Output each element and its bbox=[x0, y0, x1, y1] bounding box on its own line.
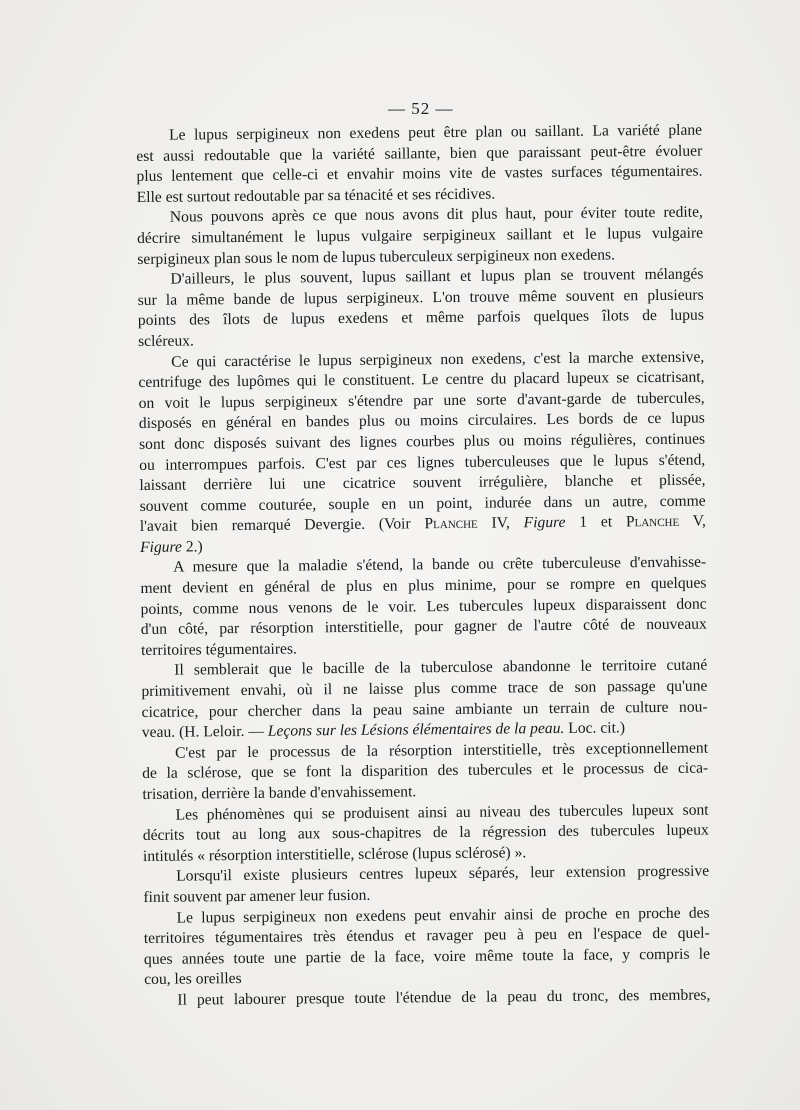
text-line: est aussi redoutable que la variété saillante, bien que paraissant peut-être évoluer bbox=[136, 142, 703, 165]
text-line: Lorsqu'il existe plusieurs centres lupeux séparés, leur extension progressive bbox=[176, 862, 710, 886]
text-span: veau. (H. Leloir. — bbox=[141, 722, 268, 742]
text-line: ment devient en général de plus en plus minime, pour se rompre en quelques bbox=[140, 574, 707, 598]
text-span: IV, bbox=[477, 514, 524, 533]
italic-text: Figure bbox=[523, 514, 566, 532]
italic-text: Figure bbox=[139, 538, 182, 556]
text-line: Les phénomènes qui se produisent ainsi au niveau des tubercules lupeux sont bbox=[175, 801, 709, 824]
text-line: sont donc disposés suivant des lignes courbes plus ou moins régulières, continues bbox=[138, 430, 706, 453]
text-line: Il peut labourer presque toute l'étendue de la peau du tronc, des membres, bbox=[177, 986, 711, 1009]
text-line: territoires tégumentaires. bbox=[140, 640, 297, 659]
text-span: Loc. cit.) bbox=[564, 719, 626, 738]
text-line: laissant derrière lui une cicatrice souvent irrégulière, blanche et plissée, bbox=[139, 471, 706, 495]
text-line: cou, les oreilles bbox=[144, 970, 242, 989]
text-line: Le lupus serpigineux non exedens peut envahir ainsi de proche en proche des bbox=[176, 904, 710, 927]
text-line: décrire simultanément le lupus vulgaire serpigineux saillant et le lupus vulgaire bbox=[136, 224, 704, 247]
small-caps-text: Planche bbox=[625, 513, 680, 531]
text-line: Ce qui caractérise le lupus serpigineux non exedens, c'est la marche extensive, bbox=[171, 348, 705, 371]
page-number: — 52 — bbox=[388, 99, 454, 118]
text-line: décrits tout au long aux sous-chapitres de la régression des tubercules lupeux bbox=[142, 821, 709, 845]
text-line: de la sclérose, que se font la disparition des tubercules et le processus de cica- bbox=[142, 759, 709, 783]
body-text bbox=[136, 121, 710, 1012]
text-line: D'ailleurs, le plus souvent, lupus saillant et lupus plan se trouvent mélangés bbox=[170, 265, 704, 288]
text-line: points, comme nous venons de le voir. Les tubercules lupeux disparaissent donc bbox=[140, 595, 707, 618]
text-line: scléreux. bbox=[137, 332, 195, 350]
italic-text: Leçons sur les Lésions élémentaires de la peau. bbox=[267, 720, 565, 740]
text-line: trisation, derrière la bande d'envahissement. bbox=[142, 783, 417, 803]
text-line: sur la même bande de lupus serpigineux. L'on trouve même souvent en plusieurs bbox=[137, 286, 704, 309]
text-line: serpigineux plan sous le nom de lupus tuberculeux serpigineux non exedens. bbox=[137, 245, 616, 268]
text-line: C'est par le processus de la résorption interstitielle, très exceptionnellement bbox=[174, 739, 709, 762]
text-span: l'avait bien remarqué Devergie. (Voir bbox=[139, 515, 425, 536]
text-line: territoires tégumentaires très étendus et ravager peu à peu en l'espace de quel- bbox=[143, 924, 710, 948]
text-line: ou interrompues parfois. C'est par ces lignes tuberculeuses que le lupus s'étend, bbox=[139, 451, 706, 474]
text-line: ques années toute une partie de la face, voire même toute la face, y compris le bbox=[143, 945, 711, 968]
text-line: d'un côté, par résorption interstitielle, pour gagner de l'autre côté de nouveaux bbox=[140, 615, 707, 639]
text-line: cicatrice, pour chercher dans la peau saine ambiante un terrain de culture nou- bbox=[141, 698, 708, 721]
text-line: Nous pouvons après ce que nous avons dit plus haut, pour éviter toute redite, bbox=[169, 203, 703, 227]
small-caps-text: Planche bbox=[424, 515, 478, 533]
text-line: souvent comme couturée, souple en un point, indurée dans un autre, comme bbox=[139, 492, 706, 515]
text-line: A mesure que la maladie s'étend, la bande ou crête tuberculeuse d'envahisse- bbox=[173, 554, 707, 577]
text-line: Elle est surtout redoutable par sa ténacité et ses récidives. bbox=[136, 185, 496, 206]
text-line: on voit le lupus serpigineux s'étendre par une sorte d'avant-garde de tubercules, bbox=[138, 389, 705, 412]
text-span: 1 et bbox=[565, 513, 626, 532]
text-line: disposés en général en bandes plus ou moins circulaires. Les bords de ce lupus bbox=[138, 409, 705, 433]
text-line: points des îlots de lupus exedens et même parfois quelques îlots de lupus bbox=[137, 306, 704, 330]
text-line: primitivement envahi, où il ne laisse plus comme trace de son passage qu'une bbox=[141, 677, 708, 701]
text-line: finit souvent par amener leur fusion. bbox=[143, 886, 371, 906]
text-line: plus lentement que celle-ci et envahir moins vite de vastes surfaces tégumentaires. bbox=[136, 162, 703, 186]
text-line: Il semblerait que le bacille de la tuberculose abandonne le territoire cutané bbox=[174, 656, 708, 680]
text-line: Le lupus serpigineux non exedens peut être plan ou saillant. La variété plane bbox=[169, 121, 703, 144]
text-span: 2.) bbox=[181, 538, 203, 556]
text-line: intitulés « résorption interstitielle, sclérose (lupus sclérosé) ». bbox=[142, 844, 527, 865]
text-line: centrifuge des lupômes qui le constituent. Le centre du placard lupeux se cicatrisant, bbox=[138, 368, 705, 392]
text-span: V, bbox=[679, 512, 706, 531]
